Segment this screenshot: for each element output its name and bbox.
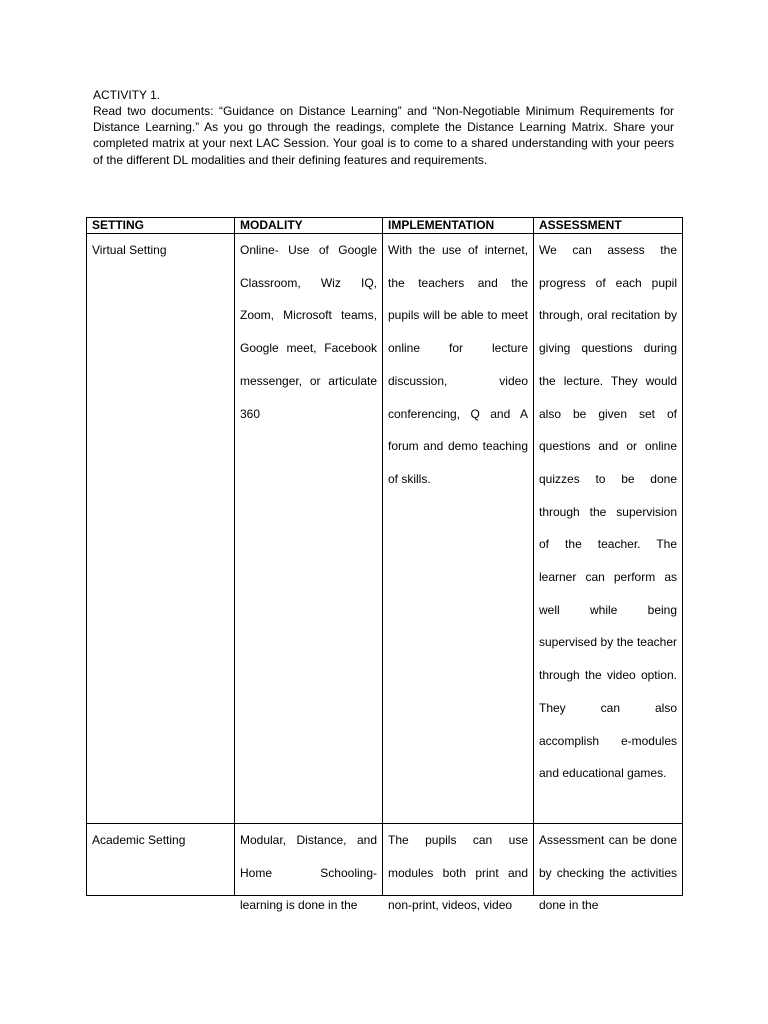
cell-text: Academic Setting [92, 833, 186, 847]
cell-assessment [534, 824, 683, 913]
cell-modality [235, 234, 383, 824]
cell-text: The pupils can use modules both print and non-print, videos, video [388, 833, 528, 913]
cell-modality [235, 824, 383, 913]
header-implementation: IMPLEMENTATION [383, 218, 534, 234]
header-assessment: ASSESSMENT [534, 218, 683, 234]
header-setting: SETTING [87, 218, 235, 234]
cell-text: Virtual Setting [92, 243, 167, 257]
activity-heading: ACTIVITY 1. [93, 88, 161, 102]
distance-learning-matrix [86, 217, 683, 913]
activity-instructions: Read two documents: “Guidance on Distance Learning” and “Non-Negotiable Minimum Requirements for Distance Learning.” As you go through the readings, complete the Distance Learning Matrix. Share your completed matrix at your next LAC Session. Your goal is to come to a shared understanding with your peers of the different DL modalities and their defining features and requirements. [93, 104, 674, 167]
cell-text: We can assess the progress of each pupil through, oral recitation by giving questions during the lecture. They would also be given set of questions and or online quizzes to be done through the supervision of the teacher. The learner can perform as well while being supervised by the teacher through the video option. They can also accomplish e-modules and educational games. [539, 243, 677, 781]
cell-text: With the use of internet, the teachers and the pupils will be able to meet online for lecture discussion, video conferencing, Q and A forum and demo teaching of skills. [388, 243, 528, 486]
table-row [87, 824, 683, 896]
cell-assessment [534, 234, 683, 824]
cell-setting [87, 234, 235, 824]
cell-setting [87, 824, 235, 896]
header-row [87, 218, 683, 234]
cell-text: Modular, Distance, and Home Schooling- learning is done in the [240, 833, 377, 913]
table-row [87, 234, 683, 824]
cell-text: Assessment can be done by checking the activities done in the [539, 833, 677, 913]
cell-implementation [383, 234, 534, 824]
header-modality: MODALITY [235, 218, 383, 234]
cell-implementation [383, 824, 534, 913]
cell-text: Online- Use of Google Classroom, Wiz IQ, Zoom, Microsoft teams, Google meet, Facebook messenger, or articulate 360 [240, 243, 377, 421]
